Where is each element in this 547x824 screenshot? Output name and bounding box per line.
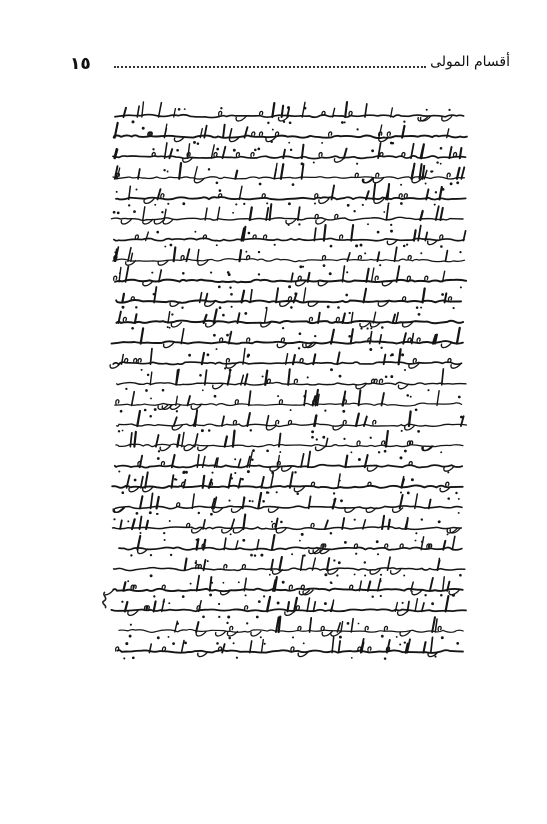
page-number: ١٥: [70, 54, 91, 74]
manuscript-line: [113, 493, 462, 516]
manuscript-line: [116, 287, 461, 309]
manuscript-line: [117, 410, 467, 433]
manuscript-line: [105, 576, 463, 598]
manuscript-line: [114, 266, 467, 289]
manuscript-line: [119, 617, 463, 640]
manuscript-line: [113, 515, 462, 536]
manuscript-line: [113, 247, 464, 268]
manuscript-line: [113, 163, 464, 186]
manuscript-line: [114, 225, 466, 248]
manuscript-line: [111, 328, 462, 351]
manuscript-line: [114, 123, 467, 145]
manuscript-line: [116, 184, 466, 207]
manuscript-line: [111, 596, 466, 618]
header-dot-leader: [114, 66, 426, 68]
manuscript-line: [112, 204, 463, 226]
margin-mark-icon: [98, 590, 112, 610]
manuscript-line: [115, 102, 464, 124]
manuscript-line: [119, 535, 462, 557]
manuscript-line: [116, 431, 463, 454]
running-title: أقسام المولى: [430, 54, 510, 70]
manuscript-line: [116, 637, 463, 660]
manuscript-line: [114, 555, 465, 577]
manuscript-line: [115, 390, 462, 413]
manuscript-line: [112, 472, 463, 495]
manuscript-line: [116, 309, 463, 329]
manuscript-line: [113, 143, 466, 165]
manuscript-line: [115, 452, 462, 475]
manuscript-line: [110, 348, 461, 371]
page-header: [70, 52, 510, 78]
manuscript-line: [117, 369, 466, 392]
manuscript-image: [105, 100, 475, 670]
